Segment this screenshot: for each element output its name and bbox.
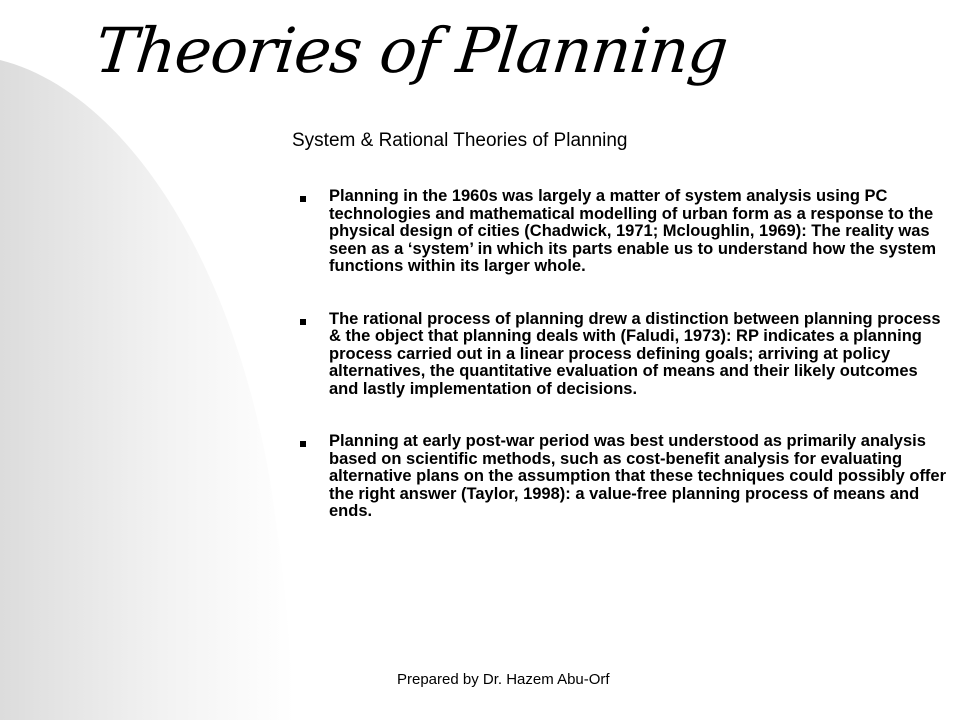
slide-title: Theories of Planning [92, 14, 731, 87]
bullet-list [300, 188, 950, 556]
square-bullet-icon [300, 319, 306, 325]
bullet-text: Planning at early post-war period was best understood as primarily analysis based on scientific methods, such as cost-benefit analysis for evaluating alternative plans on the assumption that these techniques could possibly offer the right answer (Taylor, 1998): a value-free planning process of means and ends. [329, 432, 947, 520]
slide-footer: Prepared by Dr. Hazem Abu-Orf [397, 671, 610, 688]
square-bullet-icon [300, 441, 306, 447]
bullet-text: The rational process of planning drew a distinction between planning process & the object that planning deals with (Faludi, 1973): RP indicates a planning process carried out in a linear process defining goals; arriving at policy alternatives, the quantitative evaluation of means and their likely outcomes and lastly implementation of decisions. [329, 309, 941, 398]
bullet-text: Planning in the 1960s was largely a matter of system analysis using PC technologies and mathematical modelling of urban form as a response to the physical design of cities (Chadwick, 1971; Mcloughlin, 1969): The reality was seen as a ‘system’ in which its parts enable us to understand how the system functions within its larger whole. [329, 187, 937, 275]
square-bullet-icon [300, 196, 306, 202]
bullet-item [300, 433, 950, 521]
bullet-item [300, 188, 950, 276]
slide-subtitle: System & Rational Theories of Planning [292, 130, 628, 151]
bullet-item [300, 311, 950, 399]
